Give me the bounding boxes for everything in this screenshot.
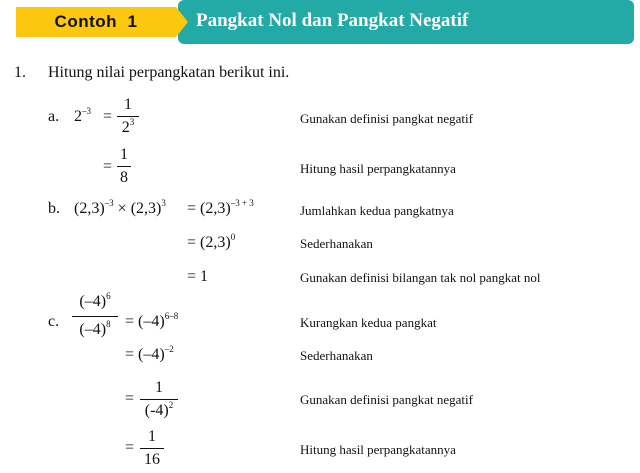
part-b-lhs: $(2,3)^{-3} \times (2,3)^3$	[74, 198, 166, 217]
part-a-note-2: Hitung hasil perpangkatannya	[300, 161, 456, 176]
part-c-label: c.	[48, 313, 60, 330]
part-b-note-2: Sederhanakan	[300, 236, 373, 251]
part-c-note-2: Sederhanakan	[300, 348, 373, 363]
part-a-eq-1: =	[103, 108, 113, 125]
part-c-fraction-1: $(-4)^6$ $(-4)^8$	[72, 290, 118, 343]
part-a-label: a.	[48, 108, 60, 125]
part-c-note-3: Gunakan definisi pangkat negatif	[300, 392, 473, 407]
part-c-rhs-1: = $(-4)^{6-8}$	[125, 311, 179, 330]
example-tag-arrow	[176, 7, 188, 37]
part-b-label: b.	[48, 200, 60, 217]
part-c-rhs-2: = $(-4)^{-2}$	[125, 344, 174, 363]
part-c-fraction-4: 1 16	[140, 427, 164, 470]
part-c-note-1: Kurangkan kedua pangkat	[300, 315, 437, 330]
part-a-fraction-2: 1 8	[117, 145, 131, 188]
question-number: 1.	[14, 64, 26, 81]
part-c-note-4: Hitung hasil perpangkatannya	[300, 442, 456, 457]
part-b-rhs-2: = $(2,3)^0$	[187, 232, 236, 251]
header-title: Pangkat Nol dan Pangkat Negatif	[196, 10, 469, 31]
part-b-rhs-1: = $(2,3)^{-3 + 3}$	[187, 198, 254, 217]
part-c-eq-3: =	[125, 390, 135, 407]
part-a-fraction-1: 1 $2^3$	[117, 95, 139, 139]
part-c-fraction-3: 1 $(-4)^2$	[140, 378, 178, 422]
part-b-rhs-3: = 1	[187, 268, 209, 285]
part-a-note-1: Gunakan definisi pangkat negatif	[300, 111, 473, 126]
part-b-note-3: Gunakan definisi bilangan tak nol pangkat nol	[300, 270, 541, 285]
part-c-eq-4: =	[125, 439, 135, 456]
part-b-note-1: Jumlahkan kedua pangkatnya	[300, 203, 454, 218]
example-tag-label: Contoh 1	[54, 12, 138, 31]
question-text: Hitung nilai perpangkatan berikut ini.	[48, 64, 290, 81]
part-a-eq-2: =	[103, 158, 113, 175]
part-a-expr: $2^{-3}$	[74, 106, 91, 125]
